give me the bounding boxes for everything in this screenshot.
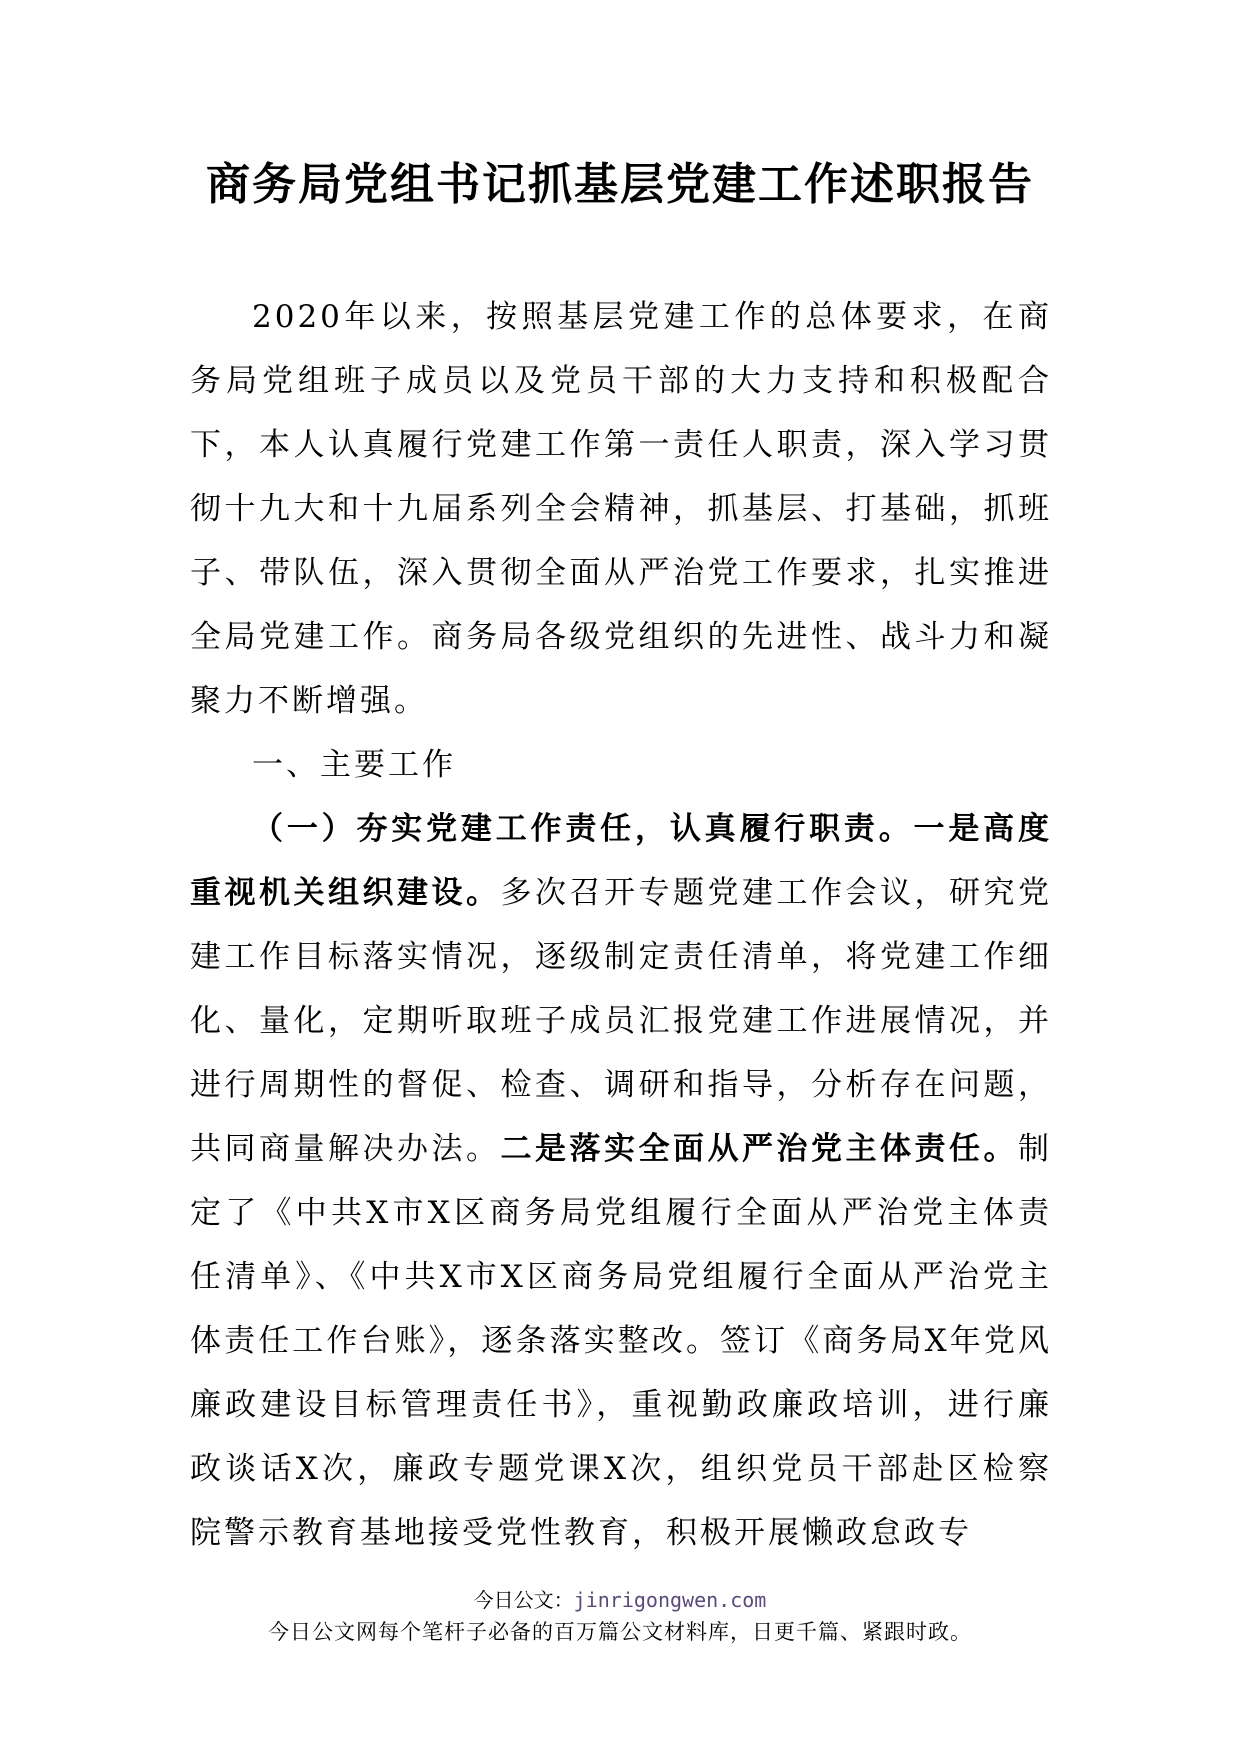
point-1-title: 一是高度重视机关组织建设。: [190, 811, 1053, 911]
intro-paragraph: 2020年以来，按照基层党建工作的总体要求，在商务局党组班子成员以及党员干部的大力支持和积极配合下，本人认真履行党建工作第一责任人职责，深入学习贯彻十九大和十九届系列全会精神，抓基层、打基础，抓班子、带队伍，深入贯彻全面从严治党工作要求，扎实推进全局党建工作。商务局各级党组织的先进性、战斗力和凝聚力不断增强。: [190, 299, 1052, 719]
footer-site-label: 今日公文：: [473, 1588, 574, 1612]
document-title: 商务局党组书记抓基层党建工作述职报告: [206, 159, 1034, 210]
footer-site-line: [0, 1585, 1240, 1615]
page-footer: [0, 1585, 1240, 1649]
footer-site-url[interactable]: jinrigongwen.com: [573, 1588, 767, 1612]
subsection-heading-1: （一）夯实党建工作责任，认真履行职责。: [252, 811, 914, 847]
section-heading-main-work: 一、主要工作: [252, 747, 456, 783]
point-2-title: 二是落实全面从严治党主体责任。: [500, 1131, 1018, 1167]
document-body: [190, 285, 1052, 1565]
footer-tagline: 今日公文网每个笔杆子必备的百万篇公文材料库，日更千篇、紧跟时政。: [268, 1620, 972, 1644]
point-1-text: 多次召开专题党建工作会议，研究党建工作目标落实情况，逐级制定责任清单，将党建工作细化、量化，定期听取班子成员汇报党建工作进展情况，并进行周期性的督促、检查、调研和指导，分析存在问题，共同商量解决办法。: [190, 875, 1052, 1167]
point-2-text: 制定了《中共X市X区商务局党组履行全面从严治党主体责任清单》、《中共X市X区商务局党组履行全面从严治党主体责任工作台账》，逐条落实整改。签订《商务局X年党风廉政建设目标管理责任书》，重视勤政廉政培训，进行廉政谈话X次，廉政专题党课X次，组织党员干部赴区检察院警示教育基地接受党性教育，积极开展懒政怠政专: [190, 1131, 1052, 1551]
subsection-paragraph-1: [190, 797, 1052, 1565]
